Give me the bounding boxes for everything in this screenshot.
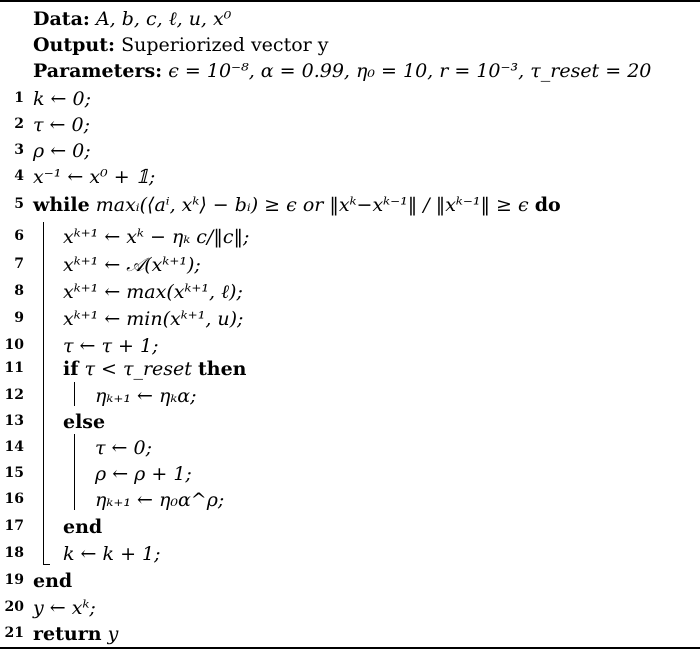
data-line [33,8,231,30]
line-code: xᵏ⁺¹ ← xᵏ − ηₖ c/‖c‖; [63,226,250,248]
line-code: xᵏ⁺¹ ← 𝒜(xᵏ⁺¹); [63,254,201,276]
parameters-value: ϵ = 10⁻⁸, α = 0.99, η₀ = 10, r = 10⁻³, τ_reset = 20 [168,60,652,82]
while-block-hook [43,564,50,565]
line-number: 3 [14,142,24,158]
do-keyword: do [534,194,561,216]
line-number: 14 [4,439,24,455]
line-code: y ← xᵏ; [33,597,96,619]
data-value: A, b, c, ℓ, u, x⁰ [95,8,232,30]
line-code: k ← 0; [33,88,92,110]
while-block-bar [43,222,44,565]
while-keyword: while [33,194,90,216]
if-keyword: if [63,358,79,380]
line-code: xᵏ⁺¹ ← min(xᵏ⁺¹, u); [63,308,244,330]
line-number: 17 [4,518,24,534]
line-number: 5 [14,196,24,212]
return-keyword: return [33,623,102,645]
line-code: τ ← 0; [33,114,90,136]
end-keyword: end [63,516,103,538]
line-number: 1 [14,90,24,106]
line-number: 7 [14,256,24,272]
line-code: ηₖ₊₁ ← η₀α^ρ; [95,489,225,511]
return-value: y [107,623,119,645]
end-keyword: end [33,570,73,592]
parameters-line [33,60,651,82]
line-number: 10 [4,337,24,353]
line-number: 6 [14,228,24,244]
line-number: 16 [4,491,24,507]
line-number: 4 [14,168,24,184]
line-code: xᵏ⁺¹ ← max(xᵏ⁺¹, ℓ); [63,281,243,303]
bottom-rule [0,647,700,649]
line-number: 12 [4,387,24,403]
while-condition: maxᵢ(⟨aⁱ, xᵏ⟩ − bᵢ) ≥ ϵ or ‖xᵏ−xᵏ⁻¹‖ / ‖xᵏ⁻¹‖ ≥ ϵ [95,194,529,216]
line-number: 15 [4,465,24,481]
else-keyword: else [63,411,106,433]
if-condition: τ < τ_reset [84,358,192,380]
top-rule [0,0,700,2]
line-number: 8 [14,283,24,299]
if-block-bar [74,382,75,406]
output-line [33,34,329,56]
else-block-bar [74,434,75,510]
then-keyword: then [197,358,247,380]
line-number: 9 [14,310,24,326]
line-number: 19 [4,572,24,588]
line-code: ρ ← 0; [33,140,91,162]
line-number: 21 [4,625,24,641]
output-value: Superiorized vector y [121,34,329,56]
line-code: τ ← 0; [95,437,152,459]
line-number: 20 [4,599,24,615]
line-code: k ← k + 1; [63,543,161,565]
line-number: 11 [4,360,24,376]
parameters-label: Parameters: [33,60,163,82]
line-number: 2 [14,116,24,132]
output-label: Output: [33,34,116,56]
line-code: ρ ← ρ + 1; [95,463,192,485]
line-number: 13 [4,413,24,429]
line-code: τ ← τ + 1; [63,335,159,357]
line-code: x⁻¹ ← x⁰ + 𝟙; [33,166,156,188]
line-number: 18 [4,545,24,561]
data-label: Data: [33,8,90,30]
line-code: ηₖ₊₁ ← ηₖα; [95,385,197,407]
